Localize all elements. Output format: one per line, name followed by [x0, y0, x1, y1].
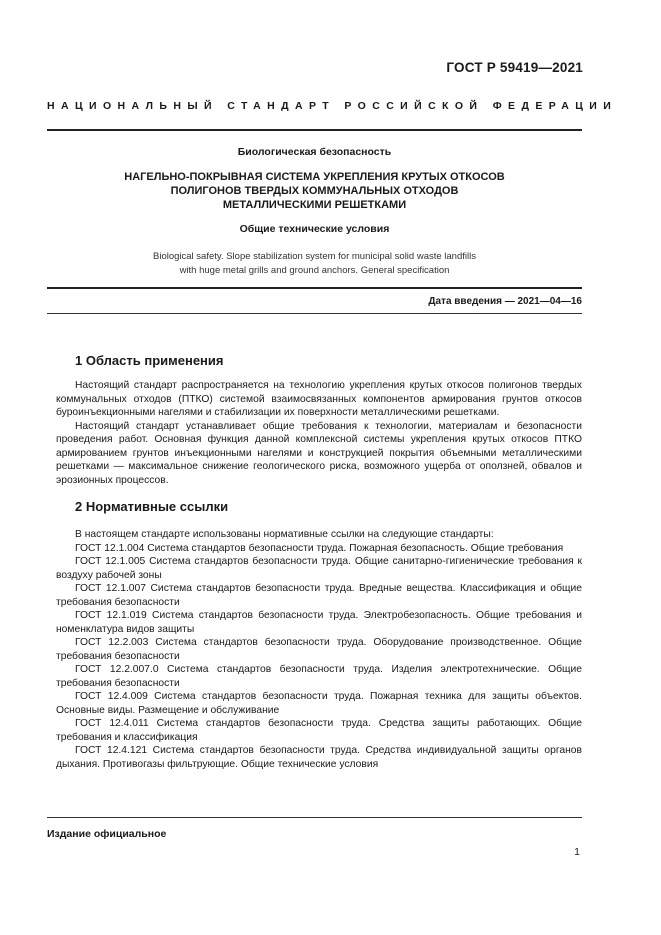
paragraph: Настоящий стандарт распространяется на технологию укрепления крутых откосов полигонов твердых коммунальных отходов (ПТКО) системой взаимосвязанных компонентов армирования грунтов откосов буроинъекционными нагелями и стабилизации их поверхности металлическими решетками.	[56, 380, 582, 418]
date-divider	[47, 313, 582, 314]
reference-item: ГОСТ 12.4.011 Система стандартов безопасности труда. Средства защиты работающих. Общие требования и классификация	[56, 718, 582, 743]
paragraph: Настоящий стандарт устанавливает общие требования к технологии, материалам и безопасности проведения работ. Основная функция данной комплексной системы укрепления крутых откосов ПТКО армированием грунтов инъекционными нагелями и конструкцией покрытия объемными металлическими решетками — максимальное снижение геологического риска, возможного ущерба от оползней, обвалов и эрозионных процессов.	[56, 420, 582, 486]
national-standard-banner: НАЦИОНАЛЬНЫЙ СТАНДАРТ РОССИЙСКОЙ ФЕДЕРАЦИИ	[47, 100, 618, 112]
section-1-heading: 1 Область применения	[75, 353, 224, 368]
title-line: МЕТАЛЛИЧЕСКИМИ РЕШЕТКАМИ	[222, 199, 407, 211]
document-code: ГОСТ Р 59419—2021	[446, 60, 583, 75]
standard-title	[47, 170, 582, 212]
english-title-line: Biological safety. Slope stabilization system for municipal solid waste landfills	[153, 251, 476, 262]
reference-item: ГОСТ 12.2.007.0 Система стандартов безопасности труда. Изделия электротехнические. Общие требования безопасности	[56, 664, 582, 689]
reference-item: ГОСТ 12.4.121 Система стандартов безопасности труда. Средства индивидуальной защиты органов дыхания. Противогазы фильтрующие. Общие технические условия	[56, 745, 582, 770]
standard-subject: Биологическая безопасность	[237, 146, 392, 158]
paragraph: В настоящем стандарте использованы нормативные ссылки на следующие стандарты:	[75, 529, 494, 540]
reference-item: ГОСТ 12.2.003 Система стандартов безопасности труда. Оборудование производственное. Общие требования безопасности	[56, 637, 582, 662]
section-2-body	[56, 528, 582, 771]
reference-item: ГОСТ 12.1.004 Система стандартов безопасности труда. Пожарная безопасность. Общие требования	[75, 542, 564, 554]
header-divider	[47, 129, 582, 131]
section-1-body	[56, 379, 582, 487]
reference-item: ГОСТ 12.1.007 Система стандартов безопасности труда. Вредные вещества. Классификация и общие требования безопасности	[56, 583, 582, 608]
title-divider	[47, 287, 582, 289]
reference-item: ГОСТ 12.1.019 Система стандартов безопасности труда. Электробезопасность. Общие требования и номенклатура видов защиты	[56, 610, 582, 635]
title-line: ПОЛИГОНОВ ТВЕРДЫХ КОММУНАЛЬНЫХ ОТХОДОВ	[170, 185, 459, 197]
section-2-heading: 2 Нормативные ссылки	[75, 499, 229, 514]
standard-subtitle: Общие технические условия	[239, 223, 390, 235]
page-number: 1	[574, 846, 580, 858]
title-line: НАГЕЛЬНО-ПОКРЫВНАЯ СИСТЕМА УКРЕПЛЕНИЯ КРУТЫХ ОТКОСОВ	[124, 171, 505, 183]
reference-item: ГОСТ 12.1.005 Система стандартов безопасности труда. Общие санитарно-гигиенические требования к воздуху рабочей зоны	[56, 556, 582, 581]
footer-divider	[47, 817, 582, 818]
english-title	[47, 250, 582, 278]
reference-item: ГОСТ 12.4.009 Система стандартов безопасности труда. Пожарная техника для защиты объектов. Основные виды. Размещение и обслуживание	[56, 691, 582, 716]
english-title-line: with huge metal grills and ground anchors. General specification	[179, 265, 450, 276]
introduction-date: Дата введения — 2021—04—16	[428, 296, 582, 307]
official-edition-label: Издание официальное	[47, 828, 167, 840]
